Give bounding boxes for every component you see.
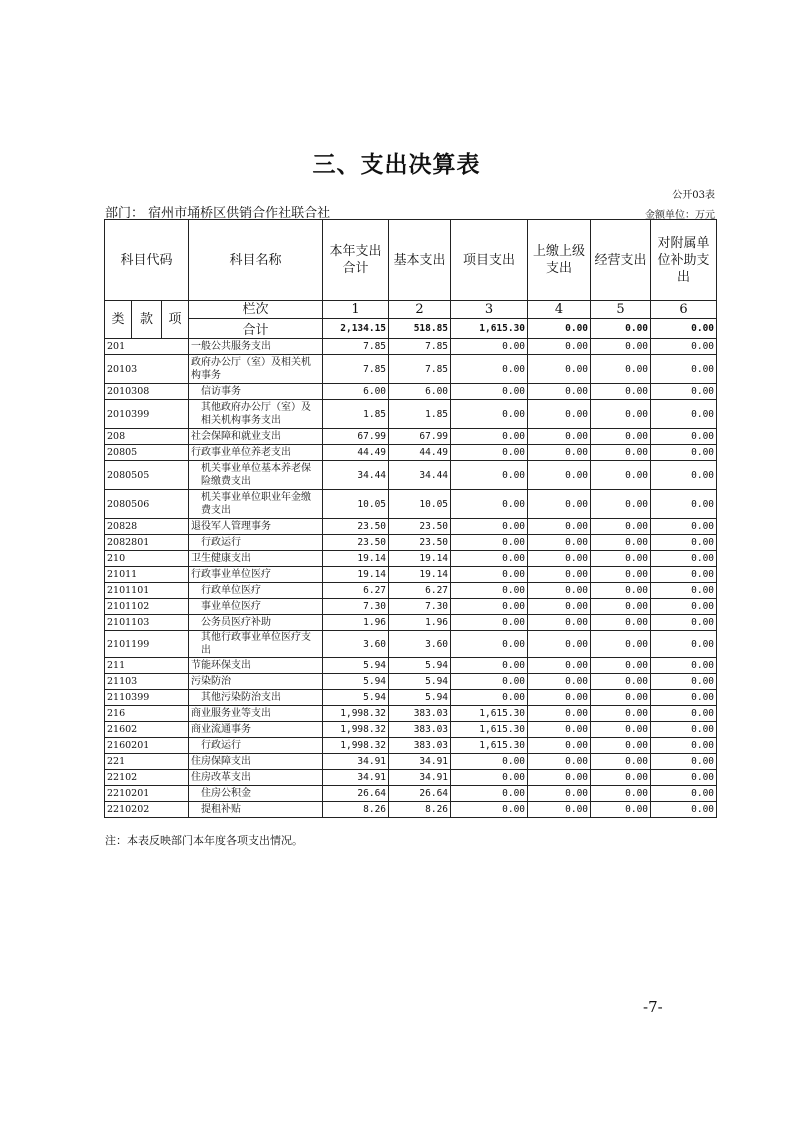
amount-cell: 0.00 — [651, 400, 717, 429]
amount-cell: 0.00 — [451, 674, 528, 690]
column-label: 栏次 — [189, 301, 323, 319]
subject-code: 2160201 — [105, 738, 189, 754]
amount-cell: 34.44 — [323, 461, 389, 490]
amount-cell: 34.91 — [389, 754, 451, 770]
amount-cell: 7.30 — [389, 599, 451, 615]
amount-cell: 0.00 — [651, 786, 717, 802]
subject-name: 其他政府办公厅（室）及相关机构事务支出 — [189, 400, 323, 429]
subject-name: 政府办公厅（室）及相关机构事务 — [189, 355, 323, 384]
amount-cell: 0.00 — [651, 674, 717, 690]
amount-cell: 0.00 — [651, 490, 717, 519]
subject-code: 210 — [105, 551, 189, 567]
amount-cell: 0.00 — [591, 339, 651, 355]
subject-code: 22102 — [105, 770, 189, 786]
table-row — [105, 339, 717, 355]
amount-cell: 0.00 — [451, 429, 528, 445]
amount-cell: 0.00 — [651, 615, 717, 631]
total-value: 2,134.15 — [323, 319, 389, 339]
subject-name: 公务员医疗补助 — [189, 615, 323, 631]
amount-cell: 19.14 — [323, 567, 389, 583]
amount-cell: 0.00 — [651, 770, 717, 786]
table-row — [105, 400, 717, 429]
amount-cell: 0.00 — [651, 461, 717, 490]
subject-name: 污染防治 — [189, 674, 323, 690]
table-row — [105, 599, 717, 615]
subject-name: 提租补贴 — [189, 802, 323, 818]
amount-cell: 0.00 — [451, 615, 528, 631]
amount-cell: 0.00 — [528, 384, 591, 400]
amount-cell: 0.00 — [528, 567, 591, 583]
amount-cell: 1,998.32 — [323, 706, 389, 722]
amount-cell: 0.00 — [591, 674, 651, 690]
amount-cell: 0.00 — [591, 615, 651, 631]
amount-cell: 0.00 — [528, 583, 591, 599]
amount-cell: 8.26 — [323, 802, 389, 818]
amount-cell: 0.00 — [651, 706, 717, 722]
amount-cell: 0.00 — [591, 445, 651, 461]
amount-cell: 10.05 — [323, 490, 389, 519]
amount-cell: 0.00 — [651, 658, 717, 674]
subject-name: 行政运行 — [189, 535, 323, 551]
amount-cell: 1,615.30 — [451, 738, 528, 754]
amount-cell: 0.00 — [451, 599, 528, 615]
header-business: 经营支出 — [591, 220, 651, 301]
amount-cell: 0.00 — [651, 754, 717, 770]
amount-cell: 7.85 — [323, 339, 389, 355]
total-value: 518.85 — [389, 319, 451, 339]
amount-cell: 0.00 — [528, 339, 591, 355]
subject-name: 退役军人管理事务 — [189, 519, 323, 535]
page-number: -7- — [643, 998, 663, 1016]
subject-code: 2101102 — [105, 599, 189, 615]
amount-cell: 0.00 — [591, 690, 651, 706]
amount-cell: 34.44 — [389, 461, 451, 490]
table-row — [105, 690, 717, 706]
subject-code: 21011 — [105, 567, 189, 583]
amount-cell: 6.00 — [389, 384, 451, 400]
amount-cell: 0.00 — [528, 738, 591, 754]
column-number: 6 — [651, 301, 717, 319]
subject-name: 机关事业单位基本养老保险缴费支出 — [189, 461, 323, 490]
amount-cell: 7.30 — [323, 599, 389, 615]
table-row — [105, 445, 717, 461]
amount-cell: 0.00 — [591, 384, 651, 400]
amount-cell: 0.00 — [651, 599, 717, 615]
subject-code: 211 — [105, 658, 189, 674]
sub-header-lei: 类 — [105, 301, 132, 339]
amount-cell: 0.00 — [451, 631, 528, 658]
expenditure-table — [104, 219, 717, 818]
subject-code: 2010399 — [105, 400, 189, 429]
amount-cell: 0.00 — [591, 706, 651, 722]
amount-cell: 0.00 — [451, 400, 528, 429]
amount-cell: 23.50 — [323, 519, 389, 535]
total-row — [105, 319, 717, 339]
amount-cell: 34.91 — [323, 754, 389, 770]
amount-cell: 0.00 — [591, 583, 651, 599]
amount-cell: 0.00 — [528, 631, 591, 658]
subject-code: 20103 — [105, 355, 189, 384]
amount-cell: 0.00 — [591, 599, 651, 615]
amount-cell: 1.96 — [323, 615, 389, 631]
amount-cell: 8.26 — [389, 802, 451, 818]
subject-code: 2082801 — [105, 535, 189, 551]
amount-cell: 5.94 — [389, 674, 451, 690]
table-row — [105, 355, 717, 384]
amount-cell: 0.00 — [451, 519, 528, 535]
amount-cell: 67.99 — [389, 429, 451, 445]
total-value: 0.00 — [528, 319, 591, 339]
amount-cell: 0.00 — [591, 535, 651, 551]
amount-cell: 0.00 — [528, 445, 591, 461]
amount-cell: 0.00 — [651, 722, 717, 738]
column-number: 5 — [591, 301, 651, 319]
amount-cell: 0.00 — [651, 339, 717, 355]
amount-cell: 1,615.30 — [451, 706, 528, 722]
header-basic: 基本支出 — [389, 220, 451, 301]
sub-header-kuan: 款 — [132, 301, 162, 339]
subject-code: 2101199 — [105, 631, 189, 658]
amount-cell: 1.85 — [389, 400, 451, 429]
table-row — [105, 658, 717, 674]
subject-code: 2101101 — [105, 583, 189, 599]
table-row — [105, 631, 717, 658]
table-row — [105, 384, 717, 400]
amount-cell: 0.00 — [528, 615, 591, 631]
table-row — [105, 738, 717, 754]
subject-code: 2080505 — [105, 461, 189, 490]
subject-code: 20805 — [105, 445, 189, 461]
header-code: 科目代码 — [105, 220, 189, 301]
amount-cell: 6.27 — [323, 583, 389, 599]
subject-name: 事业单位医疗 — [189, 599, 323, 615]
table-row — [105, 583, 717, 599]
subject-name: 信访事务 — [189, 384, 323, 400]
amount-cell: 0.00 — [528, 461, 591, 490]
amount-cell: 383.03 — [389, 706, 451, 722]
amount-cell: 0.00 — [591, 551, 651, 567]
amount-cell: 0.00 — [591, 722, 651, 738]
amount-cell: 0.00 — [651, 690, 717, 706]
amount-cell: 23.50 — [389, 535, 451, 551]
amount-cell: 0.00 — [451, 551, 528, 567]
amount-cell: 0.00 — [591, 658, 651, 674]
form-number: 公开03表 — [672, 190, 715, 201]
column-number: 2 — [389, 301, 451, 319]
amount-cell: 19.14 — [389, 567, 451, 583]
amount-cell: 0.00 — [591, 770, 651, 786]
amount-cell: 0.00 — [451, 786, 528, 802]
amount-cell: 0.00 — [451, 583, 528, 599]
amount-cell: 0.00 — [451, 690, 528, 706]
amount-cell: 0.00 — [451, 490, 528, 519]
department-label: 部门： 宿州市埇桥区供销合作社联合社 — [105, 206, 331, 221]
table-row — [105, 567, 717, 583]
amount-cell: 0.00 — [528, 674, 591, 690]
amount-cell: 0.00 — [591, 355, 651, 384]
amount-cell: 1,615.30 — [451, 722, 528, 738]
subject-name: 一般公共服务支出 — [189, 339, 323, 355]
amount-cell: 67.99 — [323, 429, 389, 445]
amount-cell: 0.00 — [528, 722, 591, 738]
table-row — [105, 429, 717, 445]
subject-code: 21103 — [105, 674, 189, 690]
total-value: 0.00 — [651, 319, 717, 339]
amount-cell: 0.00 — [651, 802, 717, 818]
subject-name: 商业服务业等支出 — [189, 706, 323, 722]
amount-cell: 0.00 — [451, 535, 528, 551]
table-row — [105, 802, 717, 818]
column-number-row — [105, 301, 717, 319]
amount-cell: 0.00 — [591, 738, 651, 754]
table-row — [105, 461, 717, 490]
table-row — [105, 706, 717, 722]
amount-cell: 0.00 — [591, 519, 651, 535]
amount-cell: 0.00 — [528, 786, 591, 802]
amount-cell: 34.91 — [323, 770, 389, 786]
amount-cell: 0.00 — [528, 535, 591, 551]
amount-cell: 0.00 — [528, 400, 591, 429]
amount-cell: 0.00 — [451, 567, 528, 583]
column-number: 1 — [323, 301, 389, 319]
table-row — [105, 615, 717, 631]
subject-name: 卫生健康支出 — [189, 551, 323, 567]
amount-cell: 0.00 — [651, 445, 717, 461]
subject-code: 216 — [105, 706, 189, 722]
amount-cell: 0.00 — [651, 631, 717, 658]
amount-cell: 1.96 — [389, 615, 451, 631]
subject-name: 其他行政事业单位医疗支出 — [189, 631, 323, 658]
amount-cell: 0.00 — [651, 551, 717, 567]
amount-cell: 0.00 — [528, 690, 591, 706]
subject-name: 住房改革支出 — [189, 770, 323, 786]
amount-cell: 0.00 — [651, 355, 717, 384]
amount-cell: 0.00 — [528, 429, 591, 445]
subject-name: 行政事业单位养老支出 — [189, 445, 323, 461]
subject-code: 208 — [105, 429, 189, 445]
table-row — [105, 786, 717, 802]
subject-code: 21602 — [105, 722, 189, 738]
amount-cell: 0.00 — [528, 706, 591, 722]
amount-cell: 0.00 — [451, 339, 528, 355]
amount-cell: 0.00 — [591, 754, 651, 770]
amount-cell: 26.64 — [389, 786, 451, 802]
amount-cell: 0.00 — [451, 802, 528, 818]
total-value: 1,615.30 — [451, 319, 528, 339]
subject-name: 行政事业单位医疗 — [189, 567, 323, 583]
amount-cell: 0.00 — [528, 658, 591, 674]
amount-cell: 6.00 — [323, 384, 389, 400]
amount-cell: 5.94 — [389, 690, 451, 706]
amount-cell: 0.00 — [528, 770, 591, 786]
header-row — [105, 220, 717, 301]
amount-cell: 0.00 — [451, 754, 528, 770]
amount-cell: 0.00 — [528, 599, 591, 615]
total-label: 合计 — [189, 319, 323, 339]
amount-cell: 0.00 — [591, 567, 651, 583]
amount-cell: 383.03 — [389, 738, 451, 754]
amount-cell: 0.00 — [651, 429, 717, 445]
amount-cell: 0.00 — [451, 658, 528, 674]
amount-cell: 7.85 — [389, 339, 451, 355]
amount-cell: 0.00 — [591, 802, 651, 818]
amount-cell: 0.00 — [591, 429, 651, 445]
table-note: 注：本表反映部门本年度各项支出情况。 — [105, 834, 303, 847]
amount-cell: 7.85 — [389, 355, 451, 384]
subject-name: 社会保障和就业支出 — [189, 429, 323, 445]
amount-cell: 0.00 — [451, 445, 528, 461]
subject-name: 节能环保支出 — [189, 658, 323, 674]
amount-cell: 0.00 — [591, 461, 651, 490]
amount-cell: 5.94 — [389, 658, 451, 674]
table-row — [105, 490, 717, 519]
header-project: 项目支出 — [451, 220, 528, 301]
total-value: 0.00 — [591, 319, 651, 339]
amount-cell: 44.49 — [389, 445, 451, 461]
table-row — [105, 770, 717, 786]
header-subsidiary: 对附属单位补助支出 — [651, 220, 717, 301]
table-row — [105, 519, 717, 535]
subject-code: 221 — [105, 754, 189, 770]
amount-cell: 0.00 — [591, 490, 651, 519]
subject-code: 2110399 — [105, 690, 189, 706]
header-total: 本年支出合计 — [323, 220, 389, 301]
subject-name: 商业流通事务 — [189, 722, 323, 738]
subject-code: 2210201 — [105, 786, 189, 802]
amount-cell: 0.00 — [528, 519, 591, 535]
amount-cell: 7.85 — [323, 355, 389, 384]
column-number: 4 — [528, 301, 591, 319]
amount-cell: 0.00 — [451, 461, 528, 490]
subject-code: 2010308 — [105, 384, 189, 400]
amount-cell: 3.60 — [389, 631, 451, 658]
amount-cell: 26.64 — [323, 786, 389, 802]
amount-cell: 5.94 — [323, 674, 389, 690]
amount-cell: 0.00 — [528, 490, 591, 519]
subject-code: 20828 — [105, 519, 189, 535]
amount-cell: 23.50 — [323, 535, 389, 551]
table-row — [105, 551, 717, 567]
amount-cell: 1,998.32 — [323, 738, 389, 754]
amount-cell: 0.00 — [651, 519, 717, 535]
amount-cell: 44.49 — [323, 445, 389, 461]
amount-cell: 0.00 — [651, 535, 717, 551]
subject-code: 2101103 — [105, 615, 189, 631]
table-row — [105, 535, 717, 551]
amount-cell: 0.00 — [451, 770, 528, 786]
amount-cell: 34.91 — [389, 770, 451, 786]
amount-cell: 5.94 — [323, 690, 389, 706]
column-number: 3 — [451, 301, 528, 319]
subject-code: 2080506 — [105, 490, 189, 519]
amount-cell: 0.00 — [591, 400, 651, 429]
amount-cell: 1.85 — [323, 400, 389, 429]
table-row — [105, 674, 717, 690]
subject-name: 行政单位医疗 — [189, 583, 323, 599]
amount-cell: 19.14 — [323, 551, 389, 567]
amount-cell: 0.00 — [451, 384, 528, 400]
subject-name: 行政运行 — [189, 738, 323, 754]
subject-name: 其他污染防治支出 — [189, 690, 323, 706]
subject-name: 住房保障支出 — [189, 754, 323, 770]
amount-cell: 3.60 — [323, 631, 389, 658]
amount-cell: 0.00 — [451, 355, 528, 384]
table-row — [105, 722, 717, 738]
amount-cell: 383.03 — [389, 722, 451, 738]
amount-cell: 0.00 — [528, 802, 591, 818]
subject-code: 2210202 — [105, 802, 189, 818]
amount-cell: 0.00 — [651, 583, 717, 599]
table-row — [105, 754, 717, 770]
amount-cell: 10.05 — [389, 490, 451, 519]
header-upper: 上缴上级支出 — [528, 220, 591, 301]
amount-cell: 23.50 — [389, 519, 451, 535]
amount-cell: 0.00 — [651, 738, 717, 754]
amount-cell: 6.27 — [389, 583, 451, 599]
amount-cell: 0.00 — [528, 551, 591, 567]
amount-cell: 0.00 — [528, 754, 591, 770]
amount-cell: 1,998.32 — [323, 722, 389, 738]
amount-cell: 19.14 — [389, 551, 451, 567]
amount-cell: 0.00 — [591, 631, 651, 658]
header-name: 科目名称 — [189, 220, 323, 301]
unit-label: 金额单位：万元 — [645, 210, 715, 221]
subject-name: 住房公积金 — [189, 786, 323, 802]
amount-cell: 0.00 — [528, 355, 591, 384]
amount-cell: 5.94 — [323, 658, 389, 674]
page-title: 三、支出决算表 — [312, 151, 481, 178]
subject-code: 201 — [105, 339, 189, 355]
amount-cell: 0.00 — [651, 567, 717, 583]
amount-cell: 0.00 — [591, 786, 651, 802]
amount-cell: 0.00 — [651, 384, 717, 400]
sub-header-xiang: 项 — [162, 301, 189, 339]
subject-name: 机关事业单位职业年金缴费支出 — [189, 490, 323, 519]
